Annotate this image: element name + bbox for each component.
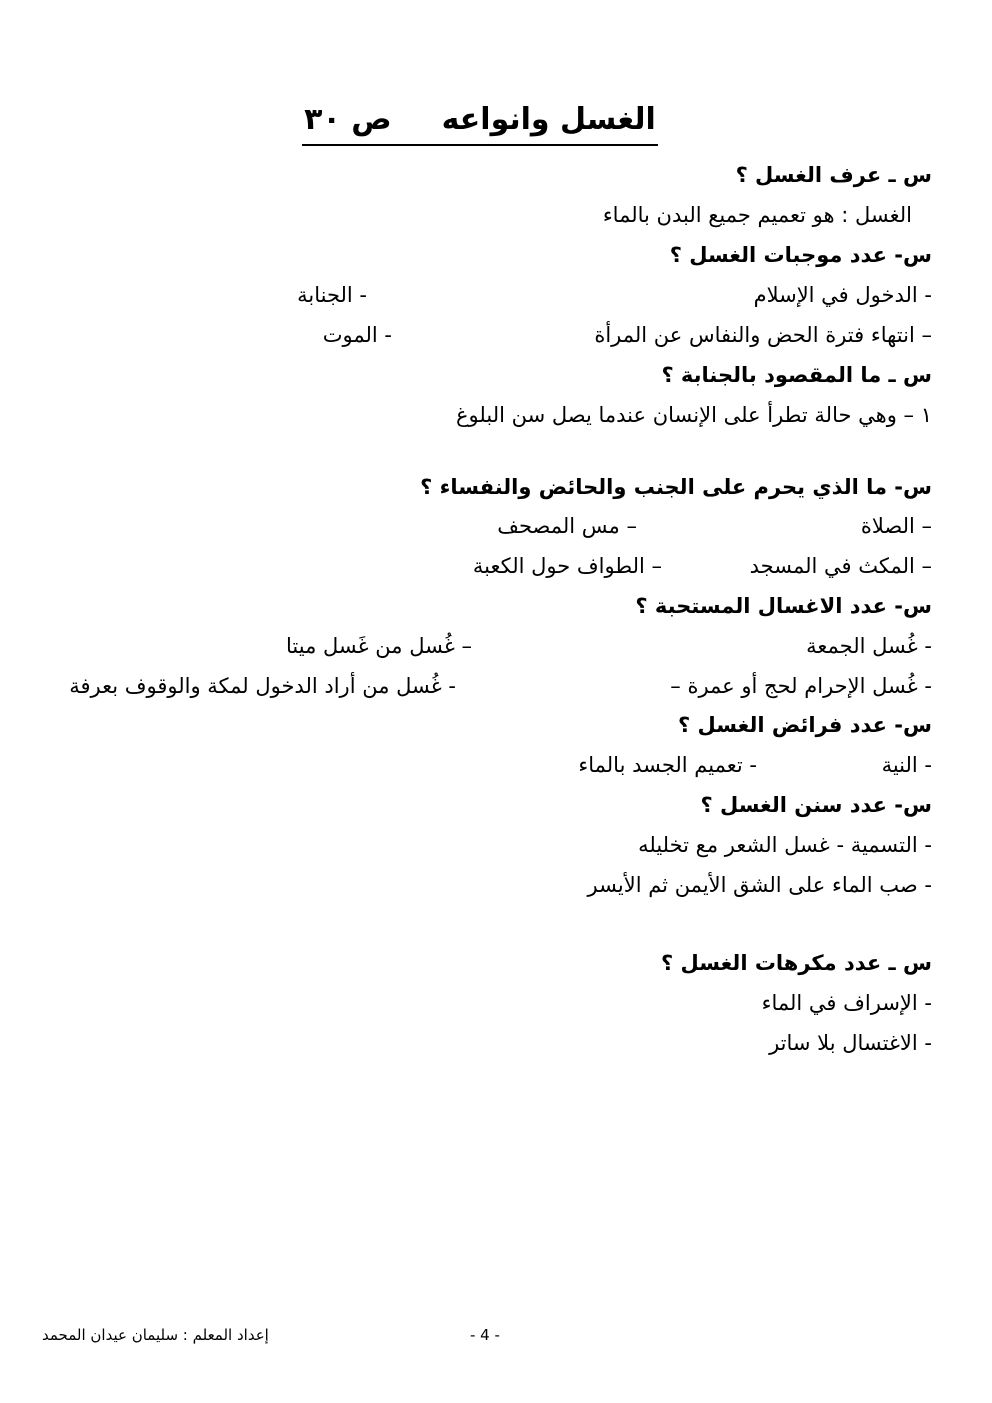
question-4: س- ما الذي يحرم على الجنب والحائض والنفساء ؟ bbox=[420, 475, 932, 499]
answer-2-row2-a: – انتهاء فترة الحض والنفاس عن المرأة bbox=[594, 323, 932, 347]
question-1: س ـ عرف الغسل ؟ bbox=[735, 163, 932, 187]
answer-7-row2: - صب الماء على الشق الأيمن ثم الأيسر bbox=[587, 873, 932, 897]
title-text bbox=[302, 100, 658, 146]
answer-2-row2-b: - الموت bbox=[322, 323, 392, 347]
answer-4-row1-a: – الصلاة bbox=[860, 514, 932, 538]
answer-6-row1-a: - النية bbox=[881, 753, 932, 777]
answer-2-row1-a: - الدخول في الإسلام bbox=[753, 283, 932, 307]
answer-4-row2-a: – المكث في المسجد bbox=[749, 554, 932, 578]
footer-author: إعداد المعلم : سليمان عيدان المحمد bbox=[42, 1326, 269, 1344]
answer-6-row1-b: - تعميم الجسد بالماء bbox=[578, 753, 757, 777]
answer-1: الغسل : هو تعميم جميع البدن بالماء bbox=[602, 203, 912, 227]
answer-8-row2: - الاغتسال بلا ساتر bbox=[769, 1031, 932, 1055]
page-title bbox=[0, 100, 960, 146]
question-5: س- عدد الاغسال المستحبة ؟ bbox=[635, 594, 932, 618]
answer-5-row1-b: – غُسل من غَسل ميتا bbox=[286, 634, 472, 658]
question-6: س- عدد فرائض الغسل ؟ bbox=[678, 713, 932, 737]
answer-5-row1-a: - غُسل الجمعة bbox=[806, 634, 932, 658]
answer-3: ١ – وهي حالة تطرأ على الإنسان عندما يصل سن البلوغ bbox=[456, 403, 932, 427]
title-main: الغسل وانواعه bbox=[441, 102, 656, 137]
answer-4-row2-b: – الطواف حول الكعبة bbox=[472, 554, 662, 578]
answer-7-row1: - التسمية - غسل الشعر مع تخليله bbox=[638, 833, 932, 857]
answer-8-row1: - الإسراف في الماء bbox=[761, 991, 932, 1015]
question-2: س- عدد موجبات الغسل ؟ bbox=[669, 243, 932, 267]
answer-4-row1-b: – مس المصحف bbox=[497, 514, 637, 538]
answer-5-row2-b: - غُسل من أراد الدخول لمكة والوقوف بعرفة bbox=[69, 674, 456, 698]
title-page-ref: ص ٣٠ bbox=[304, 102, 392, 137]
question-3: س ـ ما المقصود بالجنابة ؟ bbox=[661, 363, 932, 387]
question-7: س- عدد سنن الغسل ؟ bbox=[700, 793, 932, 817]
answer-2-row1-b: - الجنابة bbox=[297, 283, 367, 307]
question-8: س ـ عدد مكرهات الغسل ؟ bbox=[660, 951, 932, 975]
answer-5-row2-a: - غُسل الإحرام لحج أو عمرة – bbox=[670, 674, 932, 698]
footer-page-number: - 4 - bbox=[470, 1326, 500, 1344]
